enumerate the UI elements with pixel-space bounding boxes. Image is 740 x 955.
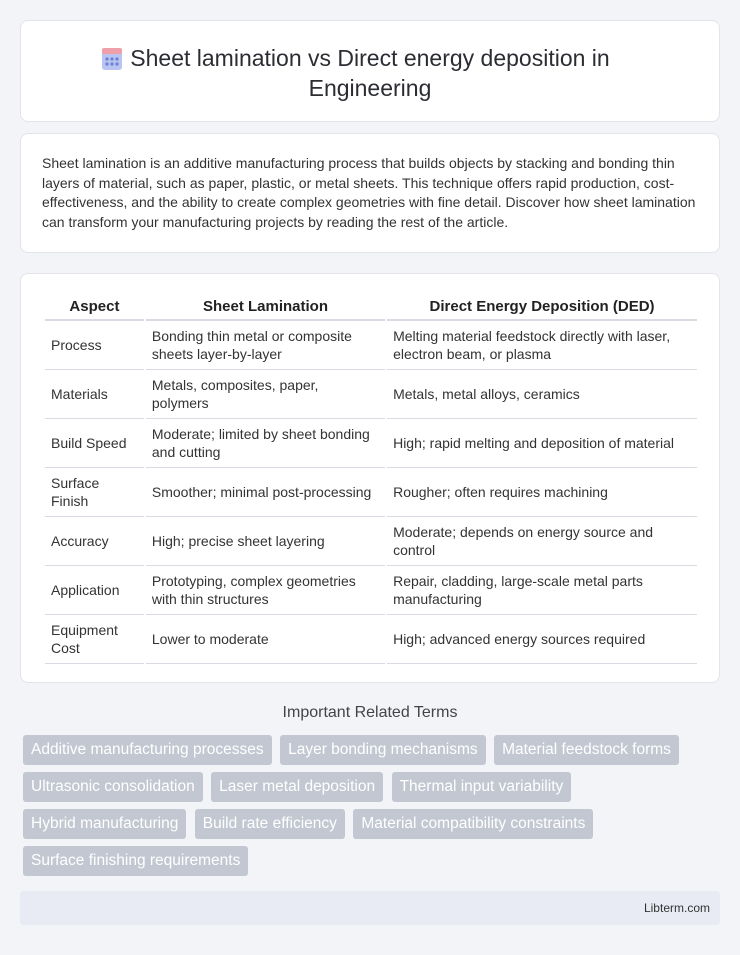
cell-sheet-lamination: High; precise sheet layering bbox=[146, 517, 385, 566]
cell-aspect: Process bbox=[45, 321, 144, 370]
footer bbox=[20, 891, 720, 925]
cell-ded: High; rapid melting and deposition of material bbox=[387, 419, 697, 468]
header-card bbox=[20, 20, 720, 122]
cell-sheet-lamination: Bonding thin metal or composite sheets layer-by-layer bbox=[146, 321, 385, 370]
table-header-row bbox=[45, 294, 697, 321]
related-term-tag[interactable]: Build rate efficiency bbox=[195, 809, 345, 839]
header-aspect: Aspect bbox=[45, 294, 144, 321]
cell-ded: Rougher; often requires machining bbox=[387, 468, 697, 517]
intro-card bbox=[20, 133, 720, 253]
cell-sheet-lamination: Moderate; limited by sheet bonding and cutting bbox=[146, 419, 385, 468]
related-term-tag[interactable]: Surface finishing requirements bbox=[23, 846, 248, 876]
related-term-tag[interactable]: Laser metal deposition bbox=[211, 772, 383, 802]
table-row bbox=[45, 615, 697, 664]
cell-ded: Moderate; depends on energy source and control bbox=[387, 517, 697, 566]
intro-text: Sheet lamination is an additive manufacturing process that builds objects by stacking and bonding thin layers of material, such as paper, plastic, or metal sheets. This technique offers rapid production, cost-effectiveness, and the ability to create complex geometries with fine detail. Discover how sheet lamination can transform your manufacturing projects by reading the rest of the article. bbox=[42, 155, 696, 230]
cell-sheet-lamination: Prototyping, complex geometries with thin structures bbox=[146, 566, 385, 615]
cell-ded: High; advanced energy sources required bbox=[387, 615, 697, 664]
table-row bbox=[45, 517, 697, 566]
cell-sheet-lamination: Metals, composites, paper, polymers bbox=[146, 370, 385, 419]
comparison-table-card bbox=[20, 273, 720, 683]
header-ded: Direct Energy Deposition (DED) bbox=[387, 294, 697, 321]
related-terms-list bbox=[23, 735, 713, 883]
table-row bbox=[45, 370, 697, 419]
comparison-table bbox=[43, 294, 699, 664]
header-sheet-lamination: Sheet Lamination bbox=[146, 294, 385, 321]
page-title: Sheet lamination vs Direct energy deposition in Engineering bbox=[130, 45, 610, 101]
related-term-tag[interactable]: Thermal input variability bbox=[392, 772, 572, 802]
related-terms-title: Important Related Terms bbox=[282, 704, 458, 721]
cell-ded: Metals, metal alloys, ceramics bbox=[387, 370, 697, 419]
related-term-tag[interactable]: Ultrasonic consolidation bbox=[23, 772, 203, 802]
cell-sheet-lamination: Smoother; minimal post-processing bbox=[146, 468, 385, 517]
related-term-tag[interactable]: Hybrid manufacturing bbox=[23, 809, 186, 839]
footer-site-link[interactable]: Libterm.com bbox=[643, 901, 710, 915]
cell-ded: Melting material feedstock directly with laser, electron beam, or plasma bbox=[387, 321, 697, 370]
cell-aspect: Build Speed bbox=[45, 419, 144, 468]
table-row bbox=[45, 419, 697, 468]
cell-aspect: Accuracy bbox=[45, 517, 144, 566]
cell-aspect: Materials bbox=[45, 370, 144, 419]
table-row bbox=[45, 321, 697, 370]
cell-sheet-lamination: Lower to moderate bbox=[146, 615, 385, 664]
cell-aspect: Equipment Cost bbox=[45, 615, 144, 664]
table-row bbox=[45, 468, 697, 517]
cell-aspect: Surface Finish bbox=[45, 468, 144, 517]
related-term-tag[interactable]: Material compatibility constraints bbox=[353, 809, 593, 839]
cell-ded: Repair, cladding, large-scale metal parts manufacturing bbox=[387, 566, 697, 615]
related-term-tag[interactable]: Layer bonding mechanisms bbox=[280, 735, 486, 765]
table-row bbox=[45, 566, 697, 615]
related-term-tag[interactable]: Additive manufacturing processes bbox=[23, 735, 272, 765]
related-term-tag[interactable]: Material feedstock forms bbox=[494, 735, 679, 765]
cell-aspect: Application bbox=[45, 566, 144, 615]
